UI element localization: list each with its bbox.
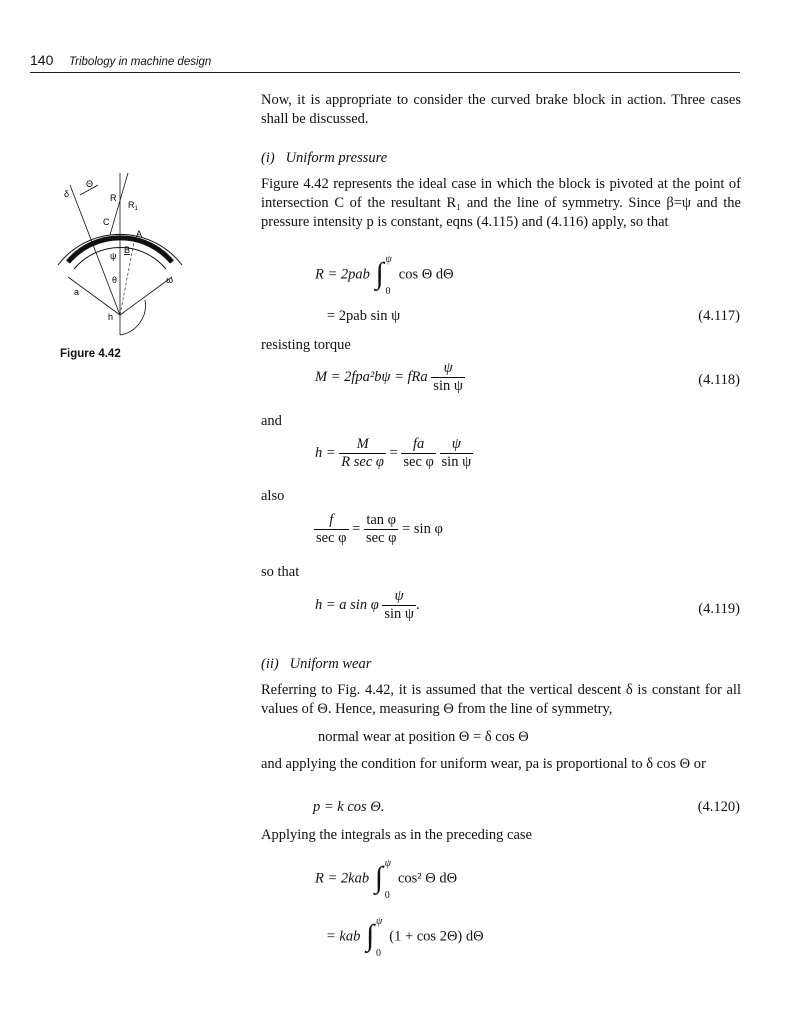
case-i-heading: (i) Uniform pressure bbox=[261, 150, 388, 166]
label-r1: $R_1$ bbox=[128, 200, 138, 212]
label-psi: ψ bbox=[110, 251, 117, 261]
equation-r-integral-1: R = 2kab ∫ ψ 0 cos² Θ dΘ bbox=[315, 858, 458, 901]
equation-f: $\frac{f}{\text{sec φ}}$ = $\frac{\text{tan φ}}{\text{sec φ}}$ = sin φ bbox=[316, 512, 443, 546]
and-label: and bbox=[261, 413, 282, 429]
label-c: C bbox=[103, 217, 110, 227]
header-rule bbox=[30, 72, 740, 73]
label-omega: ω bbox=[166, 275, 174, 285]
case-ii-heading: (ii) Uniform wear bbox=[261, 656, 372, 672]
normal-wear-line: normal wear at position Θ = δ cos Θ bbox=[318, 729, 529, 745]
label-theta-angle: θ bbox=[112, 275, 118, 285]
equation-4-118: M = 2fpa²bψ = fRa $\frac{\psi}{\text{sin ψ}}$ bbox=[315, 360, 463, 394]
equation-4-120: p = k cos Θ. bbox=[313, 799, 385, 815]
label-theta: Θ bbox=[86, 179, 94, 189]
label-a-point: A bbox=[136, 229, 143, 239]
page-number: 140 bbox=[30, 52, 54, 68]
brake-block-figure bbox=[50, 165, 190, 345]
equation-number-4-119: (4.119) bbox=[698, 601, 740, 617]
label-a: a bbox=[74, 287, 80, 297]
running-header bbox=[30, 52, 211, 68]
equation-4-117b: = 2pab sin ψ bbox=[327, 308, 401, 324]
equation-number-4-120: (4.120) bbox=[697, 799, 740, 815]
equation-r-integral-2: = kab ∫ ψ 0 (1 + cos 2Θ) dΘ bbox=[326, 916, 484, 959]
equation-number-4-117: (4.117) bbox=[698, 308, 740, 324]
book-title: Tribology in machine design bbox=[68, 56, 212, 68]
label-b: B bbox=[124, 245, 131, 255]
intro-paragraph: Now, it is appropriate to consider the curved brake block in action. Three cases shall be discussed. bbox=[261, 92, 741, 127]
equation-4-119: h = a sin φ $\frac{\psi}{\text{sin ψ}}$ . bbox=[315, 588, 420, 622]
case-ii-paragraph: Referring to Fig. 4.42, it is assumed that the vertical descent δ is constant for all values of Θ. Hence, measuring Θ from the line of symmetry, bbox=[261, 682, 741, 717]
label-h: h bbox=[108, 312, 114, 322]
integrals-paragraph: Applying the integrals as in the preceding case bbox=[261, 827, 532, 843]
equation-number-4-118: (4.118) bbox=[698, 372, 740, 388]
equation-4-117a: R = 2pab ∫ ψ 0 cos Θ dΘ bbox=[315, 254, 454, 297]
radius-right bbox=[120, 277, 172, 315]
equation-h: h = $\frac{M}{\text{R sec φ}}$ = $\frac{fa}{\text{sec φ}}$ $\frac{\psi}{\text{sin ψ}}$ bbox=[315, 436, 472, 470]
resisting-torque-label: resisting torque bbox=[261, 337, 351, 353]
also-label: also bbox=[261, 488, 285, 504]
label-r: R bbox=[110, 193, 117, 203]
case-i-paragraph: Figure 4.42 represents the ideal case in which the block is pivoted at the point of intersection C of the resultant R₁ and the line of symmetry. Since β=ψ and the pressure intensity p is constant, eqns (4.115) and (4.116) apply, so that bbox=[261, 176, 741, 230]
so-that-label: so that bbox=[261, 564, 300, 580]
uniform-wear-paragraph: and applying the condition for uniform wear, pa is proportional to δ cos Θ or bbox=[261, 756, 706, 772]
resultant-r1 bbox=[110, 173, 128, 235]
label-delta: δ bbox=[64, 189, 70, 199]
figure-caption: Figure 4.42 bbox=[60, 348, 121, 360]
